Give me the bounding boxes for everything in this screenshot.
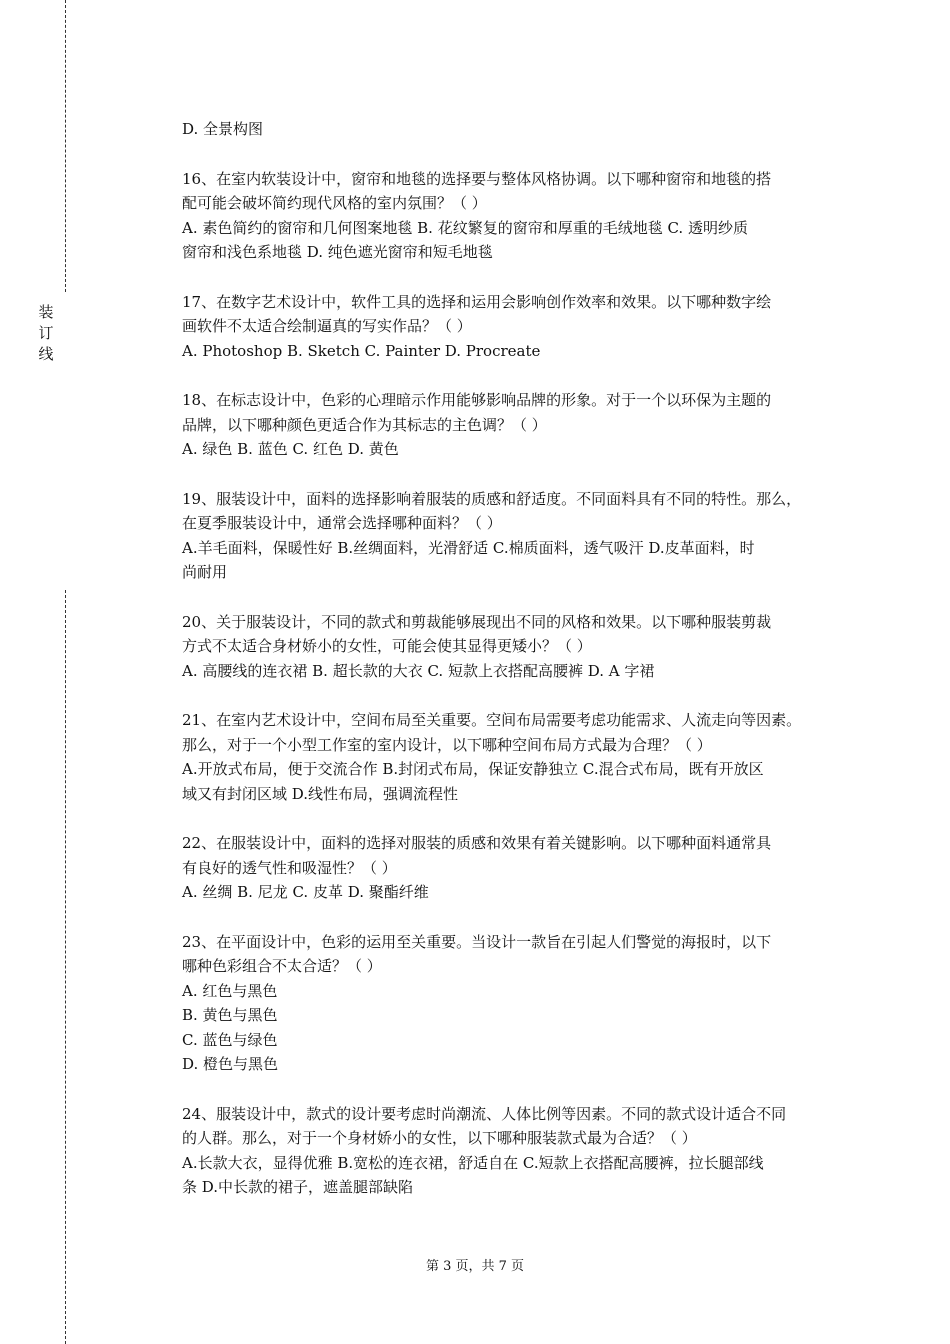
q19-options-line1: A.羊毛面料，保暖性好 B.丝绸面料，光滑舒适 C.棉质面料，透气吸汗 D.皮革面料，时 <box>182 538 755 557</box>
q23-stem-line1: 23、在平面设计中，色彩的运用至关重要。当设计一款旨在引起人们警觉的海报时，以下 <box>182 932 772 951</box>
q16-options-line1: A. 素色简约的窗帘和几何图案地毯 B. 花纹繁复的窗帘和厚重的毛绒地毯 C. 透明纱质 <box>182 218 748 237</box>
q23-stem-line2: 哪种色彩组合不太合适？（ ） <box>182 957 382 975</box>
q16-stem-line2: 配可能会破坏简约现代风格的室内氛围？（ ） <box>182 194 487 212</box>
q24-options-line2: 条 D.中长款的裙子，遮盖腿部缺陷 <box>182 1178 414 1196</box>
q18-stem-line1: 18、在标志设计中，色彩的心理暗示作用能够影响品牌的形象。对于一个以环保为主题的 <box>182 391 772 409</box>
q17-options: A. Photoshop B. Sketch C. Painter D. Procreate <box>182 341 541 360</box>
q22-stem-line2: 有良好的透气性和吸湿性？（ ） <box>182 858 397 877</box>
q17-stem-line2: 画软件不太适合绘制逼真的写实作品？（ ） <box>182 317 472 335</box>
q23-option-d: D. 橙色与黑色 <box>182 1055 279 1073</box>
q20-options: A. 高腰线的连衣裙 B. 超长款的大衣 C. 短款上衣搭配高腰裤 D. A 字裙 <box>182 661 655 680</box>
q24-options-line1: A.长款大衣，显得优雅 B.宽松的连衣裙，舒适自在 C.短款上衣搭配高腰裤，拉长腿部线 <box>182 1153 764 1172</box>
q15-option-d: D. 全景构图 <box>182 120 264 138</box>
q16-stem-line1: 16、在室内软装设计中，窗帘和地毯的选择要与整体风格协调。以下哪种窗帘和地毯的搭 <box>182 169 772 188</box>
q18-stem-line2: 品牌，以下哪种颜色更适合作为其标志的主色调？（ ） <box>182 415 547 434</box>
page-number: 第 3 页，共 7 页 <box>425 1259 525 1274</box>
q23-option-a: A. 红色与黑色 <box>182 981 278 1000</box>
q21-stem-line2: 那么，对于一个小型工作室的室内设计，以下哪种空间布局方式最为合理？（ ） <box>182 735 712 754</box>
q21-options-line1: A.开放式布局，便于交流合作 B.封闭式布局，保证安静独立 C.混合式布局，既有开放区 <box>182 760 764 778</box>
q20-stem-line2: 方式不太适合身材娇小的女性，可能会使其显得更矮小？（ ） <box>182 637 592 655</box>
q22-options: A. 丝绸 B. 尼龙 C. 皮革 D. 聚酯纤维 <box>182 883 429 901</box>
q19-stem-line1: 19、服装设计中，面料的选择影响着服装的质感和舒适度。不同面料具有不同的特性。那么， <box>182 489 802 508</box>
q21-stem-line1: 21、在室内艺术设计中，空间布局至关重要。空间布局需要考虑功能需求、人流走向等因素。 <box>182 711 802 729</box>
q16-options-line2: 窗帘和浅色系地毯 D. 纯色遮光窗帘和短毛地毯 <box>182 243 493 261</box>
q19-stem-line2: 在夏季服装设计中，通常会选择哪种面料？（ ） <box>182 514 502 532</box>
exam-content <box>182 117 850 1200</box>
q23-option-b: B. 黄色与黑色 <box>182 1006 278 1024</box>
q19-options-line2: 尚耐用 <box>182 563 228 581</box>
q18-options: A. 绿色 B. 蓝色 C. 红色 D. 黄色 <box>182 440 399 458</box>
q22-stem-line1: 22、在服装设计中，面料的选择对服装的质感和效果有着关键影响。以下哪种面料通常具 <box>182 834 772 852</box>
binding-label: 装订线 <box>38 303 54 363</box>
binding-line-bottom <box>65 590 66 1344</box>
q23-option-c: C. 蓝色与绿色 <box>182 1030 278 1049</box>
binding-line-top <box>65 0 66 292</box>
q24-stem-line1: 24、服装设计中，款式的设计要考虑时尚潮流、人体比例等因素。不同的款式设计适合不同 <box>182 1104 787 1123</box>
q20-stem-line1: 20、关于服装设计，不同的款式和剪裁能够展现出不同的风格和效果。以下哪种服装剪裁 <box>182 612 772 631</box>
q24-stem-line2: 的人群。那么，对于一个身材娇小的女性，以下哪种服装款式最为合适？（ ） <box>182 1129 697 1147</box>
q17-stem-line1: 17、在数字艺术设计中，软件工具的选择和运用会影响创作效率和效果。以下哪种数字绘 <box>182 292 772 311</box>
q21-options-line2: 域又有封闭区域 D.线性布局，强调流程性 <box>182 784 459 803</box>
